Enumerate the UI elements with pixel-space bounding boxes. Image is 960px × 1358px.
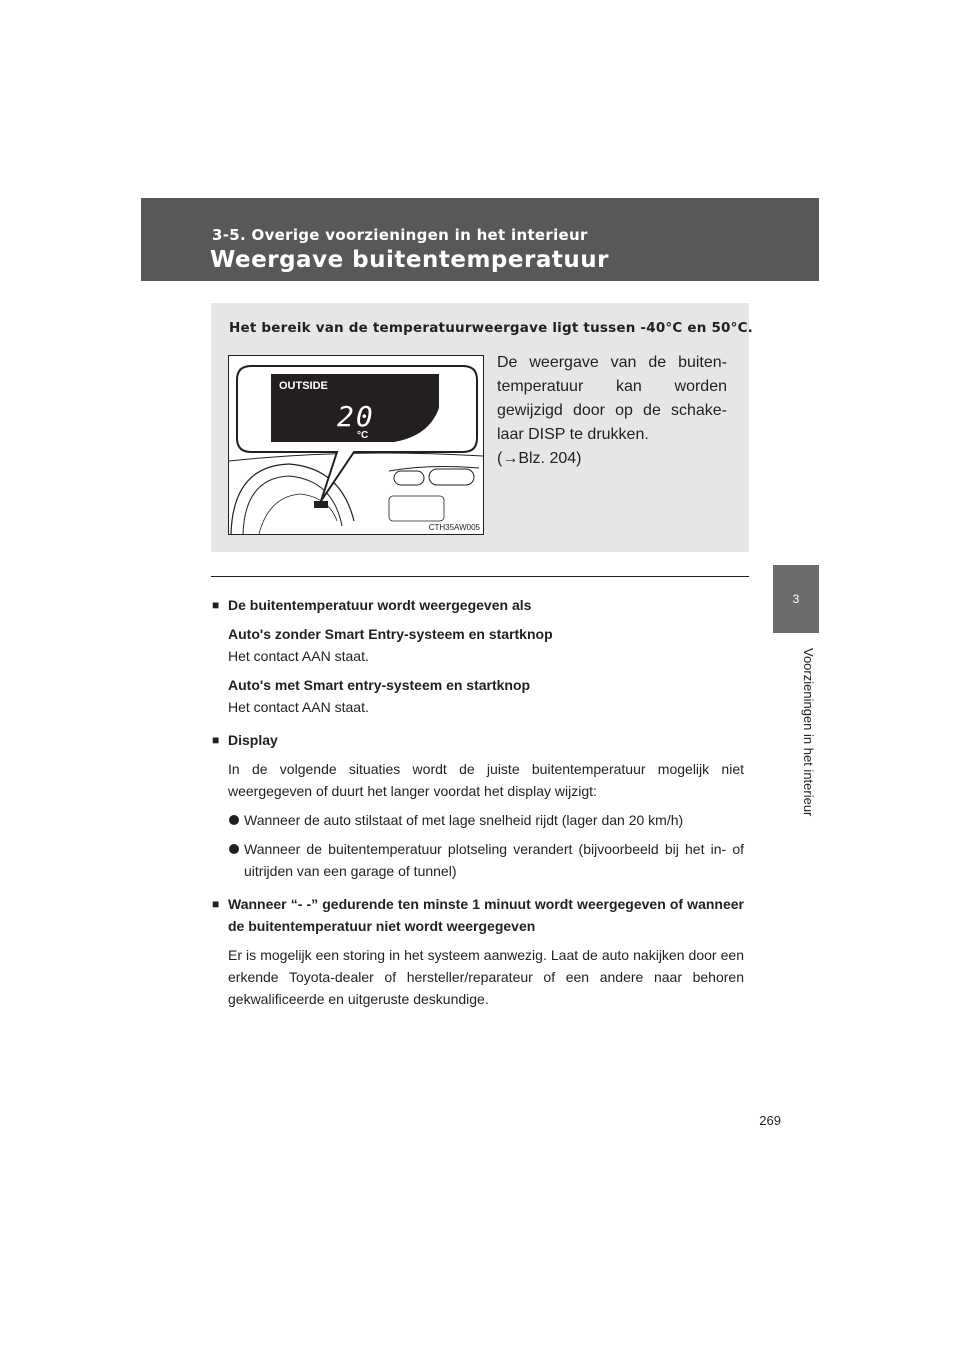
subheading: Auto's met Smart entry-systeem en startknop [228,677,531,693]
section-heading: ■ De buitentemperatuur wordt weergegeven als [212,594,744,616]
display-unit: °C [357,430,369,441]
illustration-code: CTH35AW005 [428,523,480,532]
info-heading: Het bereik van de temperatuurweergave ligt tussen -40°C en 50°C. [229,320,754,336]
info-text [497,351,727,471]
header-band [141,198,819,281]
paragraph: Het contact AAN staat. [228,699,369,715]
bullet-item: Wanneer de buitentemperatuur plotseling verandert (bijvoorbeeld bij het in- of uitrijden van een garage of tunnel) [212,838,744,882]
display-value: 20 [337,400,375,433]
section-heading: ■ Wanneer “- -” gedurende ten minste 1 minuut wordt weergegeven of wanneer de buitentemperatuur niet wordt weergegeven [212,893,744,937]
page-title: Weergave buitentemperatuur [210,247,609,273]
page-reference: (→Blz. 204) [497,450,582,467]
chapter-tab-number: 3 [773,565,819,633]
section-label: 3-5. Overige voorzieningen in het interieur [212,226,588,244]
page-number: 269 [759,1113,781,1128]
section-divider [211,576,749,577]
subheading: Auto's zonder Smart Entry-systeem en startknop [228,626,553,642]
dashboard-illustration [228,355,484,535]
chapter-tab-label: Voorzieningen in het interieur [801,648,816,817]
info-description: De weergave van de buiten-temperatuur kan worden gewijzigd door op de schake-laar DISP te drukken. [497,354,727,443]
bullet-item: Wanneer de auto stilstaat of met lage snelheid rijdt (lager dan 20 km/h) [212,809,744,831]
display-label: OUTSIDE [279,380,328,392]
paragraph: In de volgende situaties wordt de juiste buitentemperatuur mogelijk niet weergegeven of duurt het langer voordat het display wijzigt: [228,761,744,799]
paragraph: Het contact AAN staat. [228,648,369,664]
info-box [211,303,754,552]
main-content [212,594,744,1010]
paragraph: Er is mogelijk een storing in het systeem aanwezig. Laat de auto nakijken door een erkende Toyota-dealer of hersteller/reparateur of een andere naar behoren gekwalificeerde en uitgeruste deskundige. [228,947,744,1007]
dashboard-drawing [229,356,483,534]
section-heading: ■ Display [212,729,744,751]
